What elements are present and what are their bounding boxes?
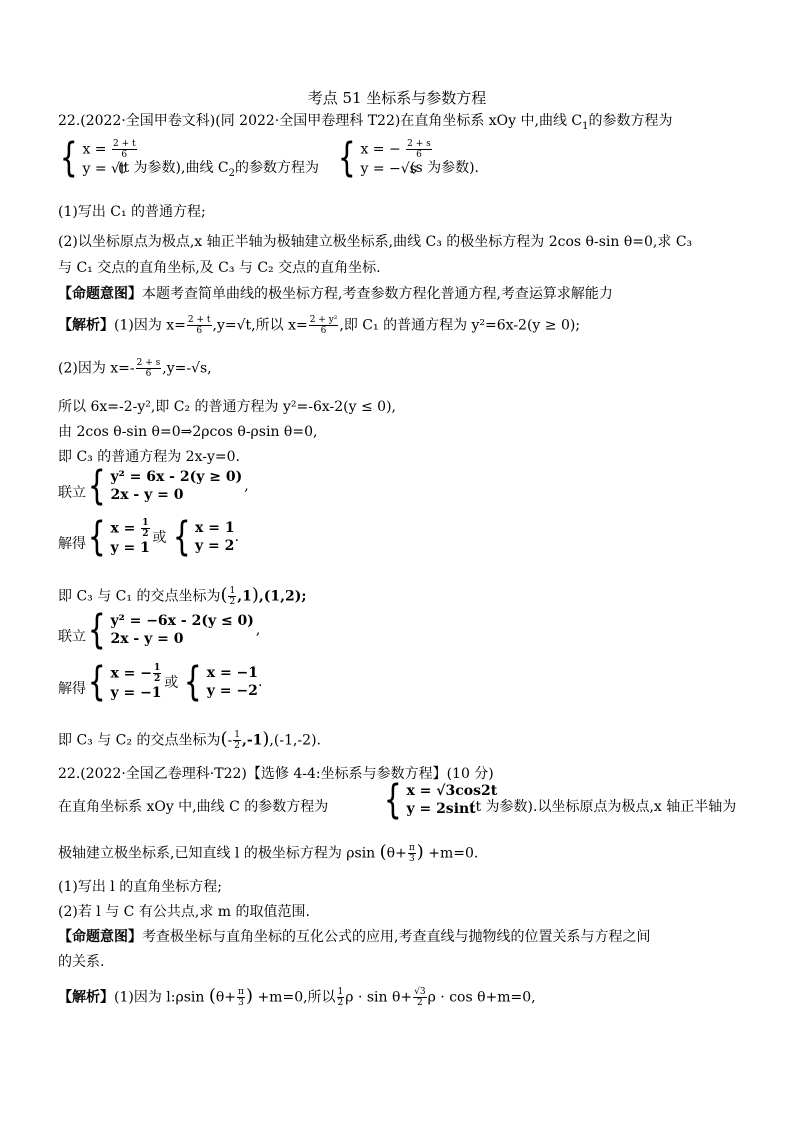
c-param-system: { x = √3cos2t y = 2sint xyxy=(383,777,498,823)
jiede-label-2: 解得 xyxy=(58,681,86,697)
q1-part2-line2: 与 C₁ 交点的直角坐标,及 C₃ 与 C₂ 交点的直角坐标. xyxy=(58,260,381,276)
q1-part2-line1: (2)以坐标原点为极点,x 轴正半轴为极轴建立极坐标系,曲线 C₃ 的极坐标方程为 2cos θ-sin θ=0,求 C₃ xyxy=(58,234,693,250)
q2-solution: 【解析】(1)因为 l:ρsin (θ+ $\frac{\pi}{3}$ ) +m=0,所以 $\frac{1}{2}$ ρ · sin θ+ $\frac{√3}{2}$ ρ · cos θ+m=0, xyxy=(58,985,536,1008)
solution-set-1: { x = $\frac{1}{2}$ y = 1 或 { x = 1 y = 2 . xyxy=(87,514,240,560)
q2-part1: (1)写出 l 的直角坐标方程; xyxy=(58,879,222,895)
q1-line-b: 由 2cos θ-sin θ=0⇒2ρcos θ-ρsin θ=0, xyxy=(58,424,318,440)
q1-part1: (1)写出 C₁ 的普通方程; xyxy=(58,204,206,220)
q1-line-c: 即 C₃ 的普通方程为 2x-y=0. xyxy=(58,449,240,465)
q2-header: 22.(2022·全国乙卷理科·T22)【选修 4-4:坐标系与参数方程】(10 分) xyxy=(58,766,494,782)
q2-intent: 【命题意图】考查极坐标与直角坐标的互化公式的应用,考查直线与抛物线的位置关系与方程之间 xyxy=(58,929,651,945)
q1-intent: 【命题意图】本题考查简单曲线的极坐标方程,考查参数方程化普通方程,考查运算求解能力 xyxy=(58,286,613,302)
q1-header: 22.(2022·全国甲卷文科)(同 2022·全国甲卷理科 T22)在直角坐标系 xOy 中,曲线 $C_1$的参数方程为 xyxy=(58,113,673,132)
q1-solution-1: 【解析】(1)因为 x= $\frac{2 + t}{6}$ ,y=√t,所以 x= $\frac{\text{2 + y²}}{6}$ ,即 C₁ 的普通方程为 y²=6x-2(y ≥ 0); xyxy=(58,315,581,336)
jiede-label-1: 解得 xyxy=(58,536,86,552)
q2-line2: 极轴建立极坐标系,已知直线 l 的极坐标方程为 ρsin (θ+ $\frac{\pi}{3}$ ) +m=0. xyxy=(58,841,479,864)
q2-intent-2: 的关系. xyxy=(58,954,105,970)
c1-param-system: { x = $\frac{2 + t}{6}$ y = √t xyxy=(59,135,136,181)
q1-solution-2: (2)因为 x=- $\frac{2 + s}{6}$ ,y=-√s, xyxy=(58,358,212,379)
q2-line1-tail: (t 为参数).以坐标原点为极点,x 轴正半轴为 xyxy=(470,799,737,815)
c2-note: (s 为参数). xyxy=(410,160,480,176)
c1-note: (t 为参数),曲线 $C_2$的参数方程为 xyxy=(118,160,319,179)
page-title: 考点 51 坐标系与参数方程 xyxy=(307,89,487,107)
lianli-label-1: 联立 xyxy=(58,485,86,501)
solution-set-2: { x = − $\frac{1}{2}$ y = −1 或 { x = −1 y = −2 . xyxy=(87,659,263,705)
system-1: { y² = 6x - 2(y ≥ 0) 2x - y = 0 , xyxy=(87,463,249,509)
q1-result-2: 即 C₃ 与 C₂ 的交点坐标为(- $\frac{1}{2}$ ,-1),(-1,-2). xyxy=(58,728,321,751)
q2-part2: (2)若 l 与 C 有公共点,求 m 的取值范围. xyxy=(58,904,310,920)
q1-line-a: 所以 6x=-2-y²,即 C₂ 的普通方程为 y²=-6x-2(y ≤ 0), xyxy=(58,399,396,415)
q1-result-1: 即 C₃ 与 C₁ 的交点坐标为( $\frac{1}{2}$ ,1),(1,2); xyxy=(58,584,307,607)
c2-param-system: { x = − $\frac{2 + s}{6}$ y = −√s xyxy=(337,135,431,181)
q2-line1: 在直角坐标系 xOy 中,曲线 C 的参数方程为 xyxy=(58,799,329,815)
lianli-label-2: 联立 xyxy=(58,629,86,645)
system-2: { y² = −6x - 2(y ≤ 0) 2x - y = 0 , xyxy=(87,607,261,653)
